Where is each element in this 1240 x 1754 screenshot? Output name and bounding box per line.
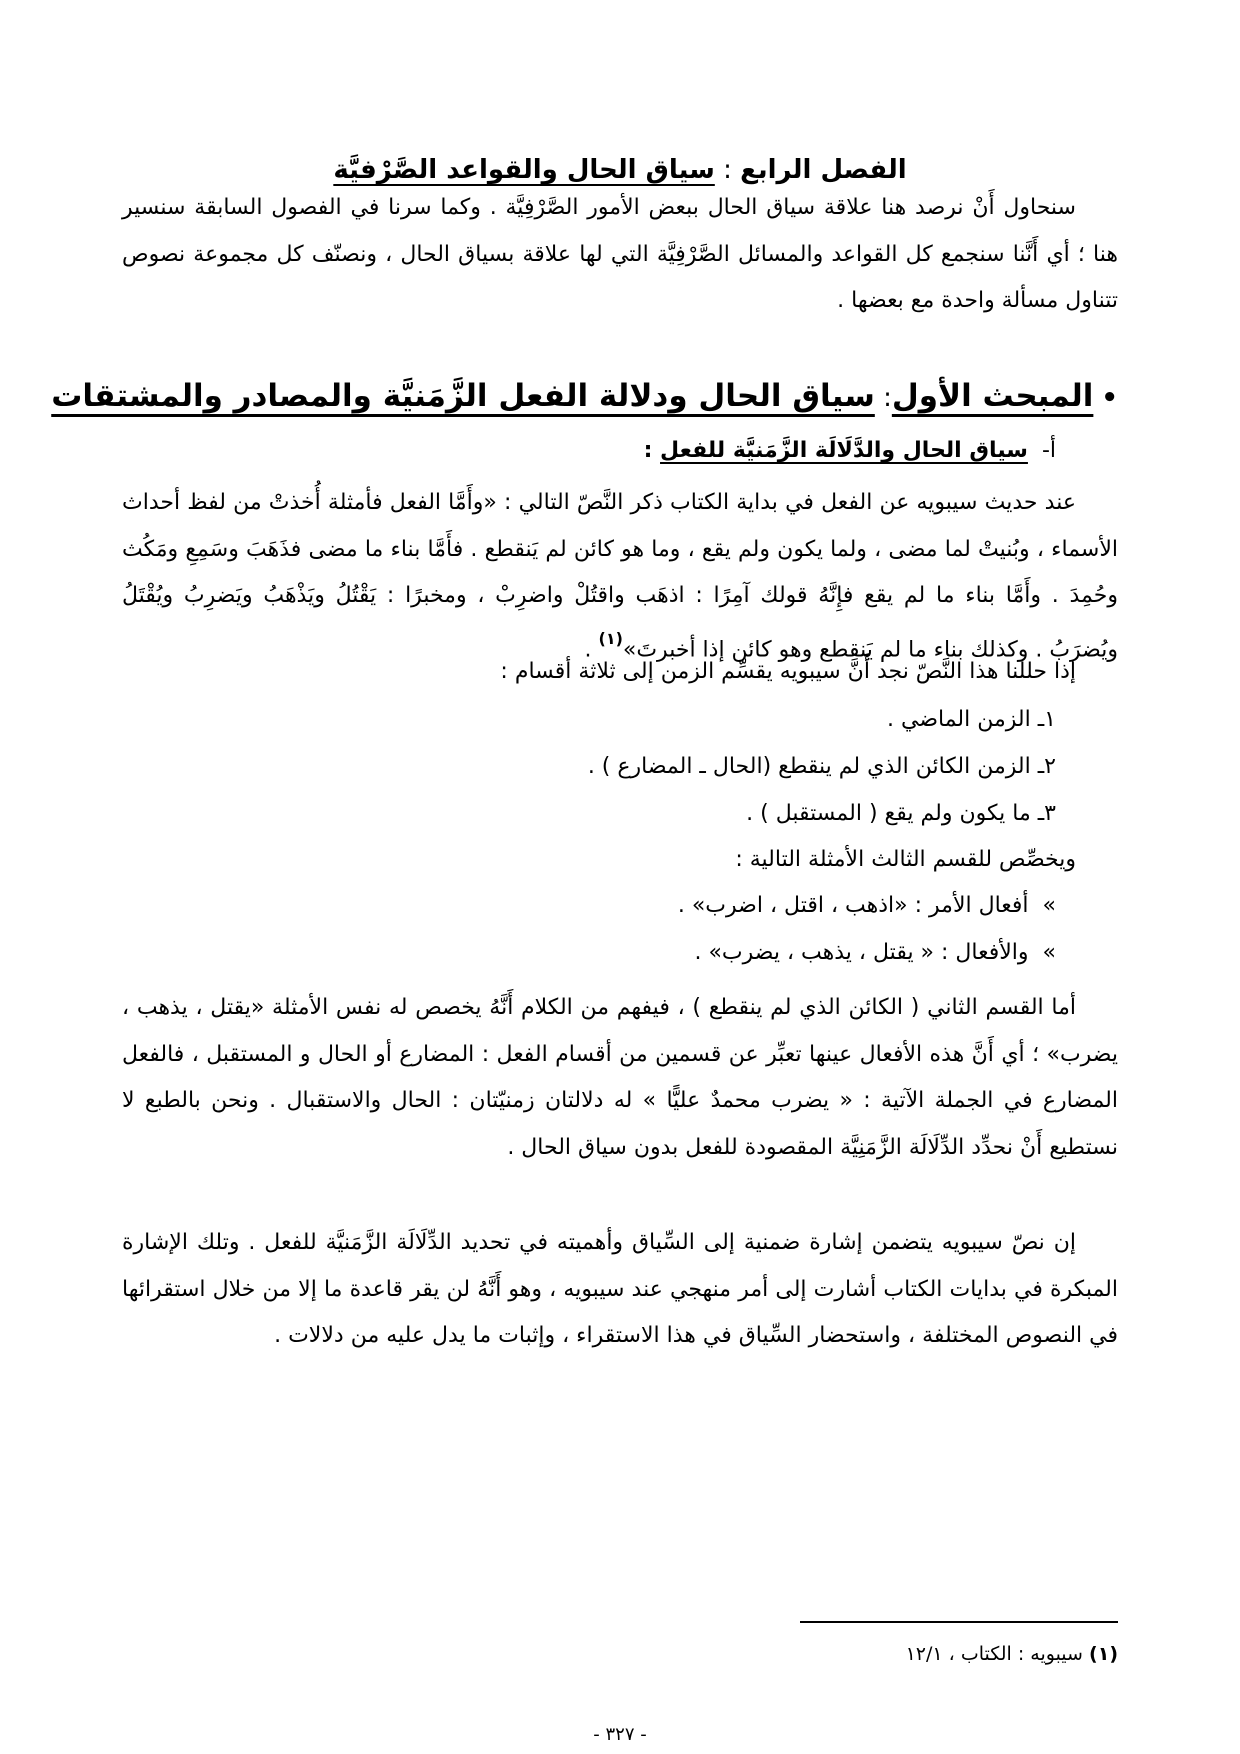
paragraph-2: إذا حللنا هذا النَّصّ نجد أَنَّ سيبويه يقسِّم الزمن إلى ثلاثة أقسام :	[500, 659, 1076, 684]
paragraph-3: ويخصِّص للقسم الثالث الأمثلة التالية :	[735, 847, 1076, 872]
intro-paragraph: سنحاول أَنْ نرصد هنا علاقة سياق الحال ببعض الأمور الصَّرْفِيَّة . وكما سرنا في الفصول السابقة سنسير هنا ؛ أي أَنَّنا سنجمع كل القواعد والمسائل الصَّرْفِيَّة التي لها علاقة بسياق الحال ، ونصنّف كل مجموعة نصوص تتناول مسألة واحدة مع بعضها .	[122, 195, 1118, 313]
example-1	[678, 893, 1056, 918]
section-heading	[51, 372, 1118, 422]
footnote	[906, 1643, 1118, 1665]
paragraph-1-end: .	[584, 636, 599, 662]
subsection-colon: :	[643, 438, 661, 463]
chapter-title	[0, 155, 1240, 185]
paragraph-5-block	[122, 1220, 1118, 1360]
subsection-title: سياق الحال والدَّلَالَة الزَّمَنيَّة للفعل	[660, 438, 1028, 463]
footnote-reference[interactable]: (١)	[598, 628, 623, 648]
time-division-1: ١ـ الزمن الماضي .	[887, 707, 1056, 732]
page-number: - ٣٢٧ -	[593, 1724, 647, 1745]
example-2	[694, 940, 1056, 965]
paragraph-4: أما القسم الثاني ( الكائن الذي لم ينقطع ) ، فيفهم من الكلام أَنَّهُ يخصص له نفس الأمثلة «يقتل ، يذهب ، يضرب» ؛ أي أَنَّ هذه الأفعال عينها تعبِّر عن قسمين من أقسام الفعل : المضارع أو الحال و المستقبل ، فالفعل المضارع في الجملة الآتية : « يضرب محمدٌ عليًّا » له دلالتان زمنيّتان : الحال والاستقبال . ونحن بالطبع لا نستطيع أَنْ نحدِّد الدِّلَالَة الزَّمَنِيَّة المقصودة للفعل بدون سياق الحال .	[122, 995, 1118, 1160]
footnote-number: (١)	[1089, 1643, 1118, 1665]
footnote-divider	[800, 1621, 1118, 1623]
time-division-3: ٣ـ ما يكون ولم يقع ( المستقبل ) .	[746, 801, 1056, 826]
example-1-text: أفعال الأمر : «اذهب ، اقتل ، اضرب» .	[677, 893, 1029, 918]
paragraph-1	[122, 480, 1118, 673]
time-division-2: ٢ـ الزمن الكائن الذي لم ينقطع (الحال ـ المضارع ) .	[587, 754, 1056, 779]
section-title: سياق الحال ودلالة الفعل الزَّمَنيَّة والمصادر والمشتقات	[51, 378, 875, 414]
chapter-label: الفصل الرابع	[740, 155, 907, 185]
bullet-icon: •	[1101, 383, 1118, 413]
paragraph-5: إن نصّ سيبويه يتضمن إشارة ضمنية إلى السِّياق وأهميته في تحديد الدِّلَالَة الزَّمَنيَّة للفعل . وتلك الإشارة المبكرة في بدايات الكتاب أشارت إلى أمر منهجي عند سيبويه ، وهو أَنَّهُ لن يقر قاعدة ما إلا من خلال استقرائها في النصوص المختلفة ، واستحضار السِّياق في هذا الاستقراء ، وإثبات ما يدل عليه من دلالات .	[122, 1230, 1118, 1348]
subsection-heading	[644, 438, 1056, 463]
example-2-marker: »	[1042, 940, 1056, 965]
section-colon: :	[874, 383, 892, 413]
chapter-separator: :	[714, 155, 741, 185]
example-2-text: والأفعال : « يقتل ، يذهب ، يضرب» .	[694, 940, 1029, 965]
paragraph-1-text: عند حديث سيبويه عن الفعل في بداية الكتاب ذكر النَّصّ التالي : «وأَمَّا الفعل فأمثلة أُخذتْ من لفظ أحداث الأسماء ، وبُنيتْ لما مضى ، ولما يكون ولم يقع ، وما هو كائن لم يَنقطع . فأَمَّا بناء ما مضى فذَهَبَ وسَمِعِ ومَكُث وحُمِدَ . وأَمَّا بناء ما لم يقع فإِنَّهُ قولك آمِرًا : اذهَب واقتُلْ واضرِبْ ، ومخبرًا : يَقْتُلُ ويَذْهَبُ ويَضرِبُ ويُقْتَلُ ويُضرَبُ . وكذلك بناء ما لم يَنقطع وهو كائن إذا أخبرتَ»	[122, 490, 1118, 662]
subsection-marker: أ-	[1041, 438, 1056, 463]
footnote-text: سيبويه : الكتاب ، ١٢/١	[905, 1643, 1090, 1665]
paragraph-4-block	[122, 985, 1118, 1171]
paragraph-1-block	[122, 480, 1118, 673]
example-1-marker: »	[1042, 893, 1056, 918]
chapter-name: سياق الحال والقواعد الصَّرْفيَّة	[333, 155, 715, 185]
intro-block	[122, 185, 1118, 325]
section-label: المبحث الأول	[891, 378, 1094, 414]
